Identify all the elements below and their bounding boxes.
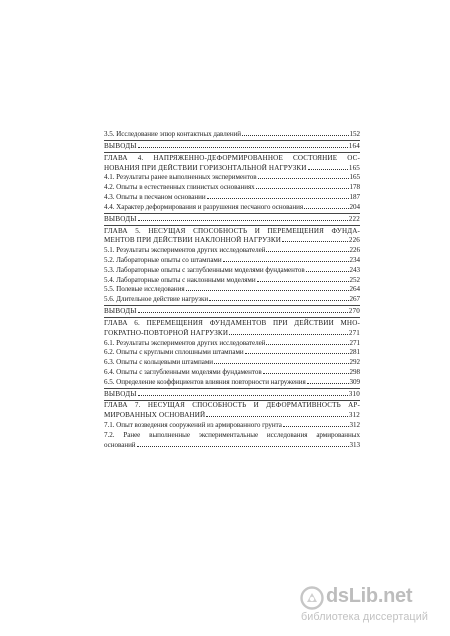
dot-leader: [256, 188, 349, 189]
toc-entry-title: 4.4. Характер деформирования и разрушения песчаного основания: [104, 202, 304, 211]
toc-chapter-entry: [104, 401, 360, 421]
dot-leader: [283, 426, 349, 427]
toc-entry: [104, 368, 360, 378]
toc-chapter-entry: [104, 154, 360, 174]
toc-entry: [104, 348, 360, 358]
toc-entry: [104, 378, 360, 388]
dot-leader: [282, 241, 348, 242]
toc-entry: [104, 339, 360, 349]
toc-entry-title: ГЛАВА 7. НЕСУЩАЯ СПОСОБНОСТЬ И ДЕФОРМАТИВНОСТЬ АР-: [104, 401, 360, 410]
toc-page-number: 152: [349, 130, 360, 138]
toc-page-number: 312: [348, 411, 360, 420]
toc-entry-title: ГЛАВА 5. НЕСУЩАЯ СПОСОБНОСТЬ И ПЕРЕМЕЩЕНИЯ ФУНДА-: [104, 226, 360, 235]
dot-leader: [307, 383, 349, 384]
toc-page-number: 310: [348, 389, 360, 398]
toc-page-number: 298: [349, 367, 360, 376]
toc-entry: [104, 203, 360, 213]
toc-page-number: 165: [349, 173, 360, 182]
dot-leader: [266, 344, 348, 345]
toc-entry-title: 7.1. Опыт возведения сооружений из армированного грунта: [104, 421, 282, 430]
dot-leader: [214, 363, 348, 364]
toc-page-number: 243: [349, 265, 360, 274]
toc-chapter-entry: [104, 227, 360, 247]
dot-leader: [308, 169, 348, 170]
toc-entry-title: 6.1. Результаты экспериментов других исследователей: [104, 338, 266, 347]
dot-leader: [137, 446, 349, 447]
toc-entry-title: 4.1. Результаты ранее выполненных экспериментов: [104, 173, 257, 182]
toc-entry: [104, 276, 360, 286]
dot-leader: [186, 290, 349, 291]
toc-page-number: 165: [348, 163, 360, 172]
dot-leader: [258, 178, 349, 179]
toc-entry-title: НОВАНИЯ ПРИ ДЕЙСТВИИ ГОРИЗОНТАЛЬНОЙ НАГРУЗКИ: [104, 163, 307, 172]
toc-entry-title: ВЫВОДЫ: [104, 141, 137, 150]
dot-leader: [266, 251, 348, 252]
toc-entry-title: 5.4. Лабораторные опыты с наклонными моделями: [104, 275, 256, 284]
toc-entry-title: ВЫВОДЫ: [104, 307, 137, 316]
toc-entry: [104, 193, 360, 203]
toc-entry-title: ГЛАВА 6. ПЕРЕМЕЩЕНИЯ ФУНДАМЕНТОВ ПРИ ДЕЙСТВИИ МНО-: [104, 318, 360, 327]
toc-entry-title: ГОКРАТНО-ПОВТОРНОЙ НАГРУЗКИ: [104, 328, 229, 337]
toc-page-number: 292: [349, 358, 360, 367]
dot-leader: [207, 198, 349, 199]
toc-conclusions-entry: [104, 142, 360, 152]
dot-leader: [223, 261, 349, 262]
toc-entry-title: 5.5. Полевые исследования: [104, 285, 185, 294]
toc-entry-title: 4.3. Опыты в песчаном основании: [104, 192, 206, 201]
dot-leader: [245, 353, 349, 354]
toc-entry-title: ВЫВОДЫ: [104, 389, 137, 398]
toc-entry-title: 6.4. Опыты с заглубленными моделями фундаментов: [104, 367, 262, 376]
toc-entry: [104, 431, 360, 451]
toc-entry: [104, 173, 360, 183]
toc-entry-title: МЕНТОВ ПРИ ДЕЙСТВИИ НАКЛОННОЙ НАГРУЗКИ: [104, 236, 282, 245]
dot-leader: [263, 373, 349, 374]
dot-leader: [257, 281, 349, 282]
toc-entry-title: 5.6. Длительное действие нагрузки: [104, 295, 209, 304]
toc-page-number: 226: [348, 236, 360, 245]
toc-entry-title: 6.5. Определение коэффициентов влияния повторности нагружения: [104, 377, 306, 386]
toc-page-number: 222: [348, 214, 360, 223]
toc-chapter-entry: [104, 319, 360, 339]
dslib-logo-icon: [300, 586, 324, 610]
toc-page-number: 264: [349, 285, 360, 294]
toc-entry: [104, 295, 360, 305]
toc-page-number: 313: [349, 440, 360, 449]
toc-entry-title: 4.2. Опыты в естественных глинистых основаниях: [104, 183, 255, 192]
toc-page-number: 204: [349, 202, 360, 211]
toc-page-number: 178: [349, 183, 360, 192]
toc-entry-title: 3.5. Исследование эпюр контактных давлений: [104, 130, 242, 138]
toc-entry-title: 5.3. Лабораторные опыты с заглубленными моделями фундаментов: [104, 265, 305, 274]
dot-leader: [138, 147, 348, 148]
toc-entry-title: 6.3. Опыты с кольцевыми штампами: [104, 358, 214, 367]
dot-leader: [138, 220, 348, 221]
dot-leader: [138, 395, 348, 396]
dot-leader: [138, 312, 348, 313]
toc-entry: [104, 130, 360, 140]
toc-entry: [104, 266, 360, 276]
toc-page-number: 271: [349, 338, 360, 347]
toc-entry-title: ВЫВОДЫ: [104, 214, 137, 223]
toc-conclusions-entry: [104, 390, 360, 400]
toc-entry: [104, 183, 360, 193]
dot-leader: [209, 300, 348, 301]
dot-leader: [206, 416, 348, 417]
toc-entry-title: ГЛАВА 4. НАПРЯЖЕННО-ДЕФОРМИРОВАННОЕ СОСТОЯНИЕ ОС-: [104, 153, 360, 162]
toc-entry-title: 7.2. Ранее выполненные экспериментальные исследования армированных: [104, 430, 360, 439]
toc-entry: [104, 358, 360, 368]
toc-entry: [104, 421, 360, 431]
toc-conclusions-entry: [104, 215, 360, 225]
toc-page-number: 226: [349, 246, 360, 255]
toc-entry-title: 5.2. Лабораторные опыты со штампами: [104, 255, 222, 264]
table-of-contents: [104, 130, 360, 450]
logo-name: dsLib.net: [326, 585, 413, 607]
dot-leader: [229, 334, 348, 335]
toc-entry-title: оснований: [104, 440, 136, 449]
toc-page-number: 271: [348, 328, 360, 337]
toc-entry-title: МИРОВАННЫХ ОСНОВАНИЙ: [104, 411, 206, 420]
dslib-watermark: [300, 584, 448, 628]
toc-page-number: 252: [349, 275, 360, 284]
logo-subtitle: библиотека диссертаций: [301, 611, 428, 623]
dot-leader: [242, 135, 348, 136]
toc-entry: [104, 246, 360, 256]
toc-page-number: 270: [348, 307, 360, 316]
toc-entry: [104, 285, 360, 295]
toc-conclusions-entry: [104, 307, 360, 317]
toc-page-number: 281: [349, 348, 360, 357]
toc-page-number: 312: [349, 421, 360, 430]
toc-entry: [104, 256, 360, 266]
dot-leader: [306, 271, 349, 272]
toc-page-number: 309: [349, 377, 360, 386]
toc-page-number: 234: [349, 255, 360, 264]
toc-page-number: 164: [348, 141, 360, 150]
toc-page-number: 187: [349, 192, 360, 201]
dot-leader: [304, 208, 348, 209]
toc-entry-title: 6.2. Опыты с круглыми сплошными штампами: [104, 348, 244, 357]
toc-entry-title: 5.1. Результаты экспериментов других исследователей: [104, 246, 266, 255]
toc-page-number: 267: [349, 295, 360, 304]
